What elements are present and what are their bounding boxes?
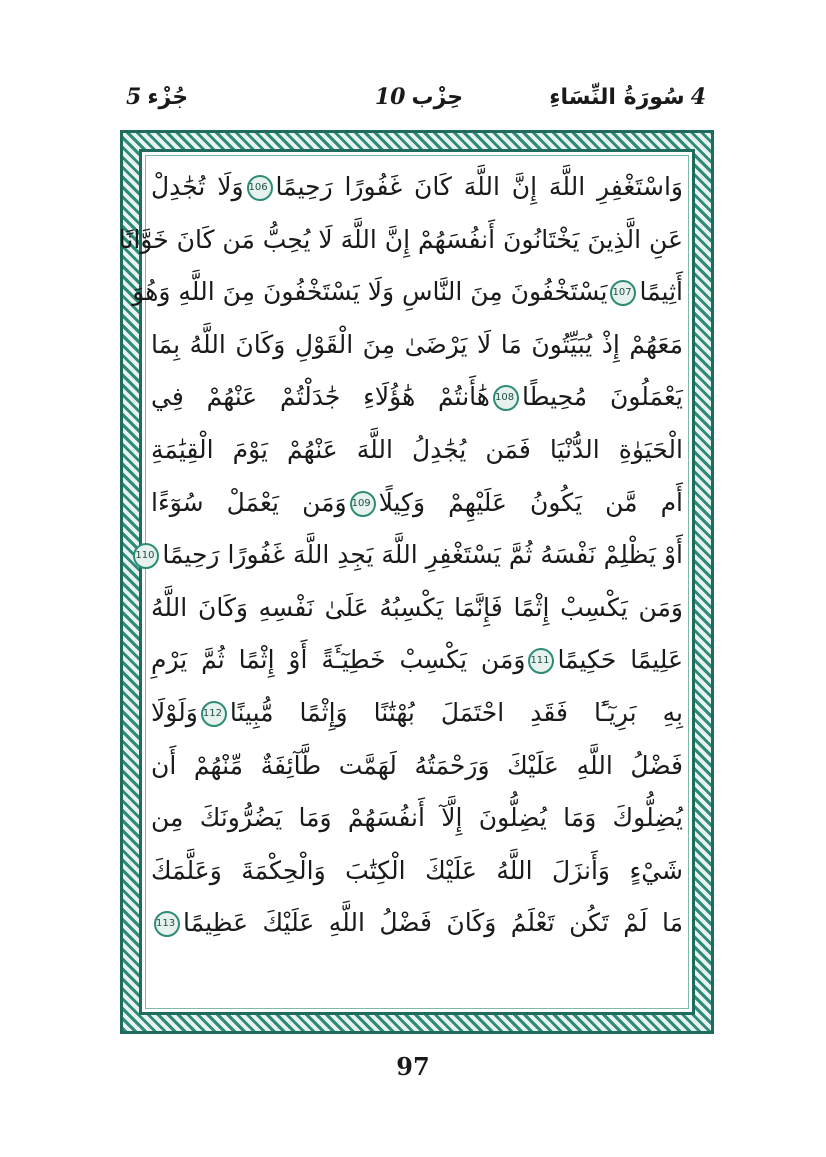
ayah-number-marker: 111 bbox=[528, 648, 554, 674]
ayah-number-marker: 110 bbox=[133, 543, 159, 569]
page-number: 97 bbox=[396, 1052, 430, 1081]
ayah-number-marker: 107 bbox=[610, 280, 636, 306]
verse-text: وَاسْتَغْفِرِ اللَّهَ إِنَّ اللَّهَ كَانَ غَفُورًا رَحِيمًا bbox=[275, 172, 683, 201]
verse-line bbox=[118, 214, 683, 267]
quran-text-area bbox=[118, 161, 684, 1003]
ayah-number-marker: 113 bbox=[154, 911, 180, 937]
verse-text-continuation: يَسْتَخْفُونَ مِنَ النَّاسِ وَلَا يَسْتَخْفُونَ مِنَ اللَّهِ وَهُوَ bbox=[132, 277, 608, 307]
verse-text-continuation: وَلَا تُجَٰدِلْ bbox=[151, 172, 244, 201]
verse-text: يُضِلُّوكَ وَمَا يُضِلُّونَ إِلَّآ أَنفُسَهُمْ وَمَا يَضُرُّونَكَ مِن bbox=[151, 803, 683, 833]
verse-text: مَعَهُمْ إِذْ يُبَيِّتُونَ مَا لَا يَرْضَىٰ مِنَ الْقَوْلِ وَكَانَ اللَّهُ بِمَا bbox=[151, 329, 683, 359]
page-header bbox=[120, 78, 712, 118]
verse-text: عَلِيمًا حَكِيمًا bbox=[557, 645, 683, 675]
surah-number: 4 bbox=[690, 84, 706, 110]
verse-line bbox=[151, 161, 683, 214]
verse-line bbox=[151, 582, 683, 635]
verse-text: أَم مَّن يَكُونُ عَلَيْهِمْ وَكِيلًا bbox=[378, 487, 684, 517]
ornamental-frame bbox=[120, 130, 714, 1034]
verse-text: وَمَن يَكْسِبْ إِثْمًا فَإِنَّمَا يَكْسِبُهُ عَلَىٰ نَفْسِهِ وَكَانَ اللَّهُ bbox=[151, 592, 683, 622]
verse-text: الْحَيَوٰةِ الدُّنْيَا فَمَن يُجَٰدِلُ اللَّهَ عَنْهُمْ يَوْمَ الْقِيَٰمَةِ bbox=[151, 434, 683, 464]
hizb-number: 10 bbox=[374, 84, 406, 110]
verse-line bbox=[151, 371, 683, 424]
juz-number: 5 bbox=[126, 84, 142, 110]
verse-line bbox=[132, 266, 683, 319]
surah-name: سُورَةُ النِّسَاءِ bbox=[549, 85, 685, 110]
verse-line bbox=[151, 845, 683, 898]
verse-line bbox=[151, 740, 683, 793]
verse-line bbox=[151, 477, 683, 530]
verse-line bbox=[151, 634, 683, 687]
verse-text: فَضْلُ اللَّهِ عَلَيْكَ وَرَحْمَتُهُ لَهَمَّت طَّآئِفَةٌ مِّنْهُمْ أَن bbox=[151, 750, 683, 780]
verse-text: أَوْ يَظْلِمْ نَفْسَهُ ثُمَّ يَسْتَغْفِرِ اللَّهَ يَجِدِ اللَّهَ غَفُورًا رَحِيمًا bbox=[162, 540, 683, 570]
ayah-number-marker: 106 bbox=[247, 175, 273, 201]
hizb-label: حِزْب bbox=[411, 85, 464, 110]
verse-line bbox=[151, 319, 683, 372]
verse-line bbox=[151, 687, 683, 740]
verse-text: بِهِ بَرِيٓـًٔا فَقَدِ احْتَمَلَ بُهْتَٰنًا وَإِثْمًا مُّبِينًا bbox=[229, 697, 683, 727]
verse-line bbox=[151, 424, 683, 477]
ayah-number-marker: 109 bbox=[350, 491, 376, 517]
juz-indicator bbox=[120, 84, 188, 110]
verse-text: شَيْءٍ وَأَنزَلَ اللَّهُ عَلَيْكَ الْكِتَٰبَ وَالْحِكْمَةَ وَعَلَّمَكَ bbox=[151, 855, 683, 885]
verse-text-continuation: وَمَن يَكْسِبْ خَطِيٓـَٔةً أَوْ إِثْمًا ثُمَّ يَرْمِ bbox=[151, 645, 526, 675]
verse-text: عَنِ الَّذِينَ يَخْتَانُونَ أَنفُسَهُمْ إِنَّ اللَّهَ لَا يُحِبُّ مَن كَانَ خَوَّانًا bbox=[118, 224, 683, 254]
verse-line bbox=[135, 529, 683, 582]
hizb-indicator bbox=[369, 84, 463, 110]
juz-label: جُزْء bbox=[147, 85, 189, 110]
verse-line bbox=[151, 792, 683, 845]
verse-line bbox=[151, 897, 683, 950]
verse-text: أَثِيمًا bbox=[639, 277, 683, 307]
verse-text: مَا لَمْ تَكُن تَعْلَمُ وَكَانَ فَضْلُ اللَّهِ عَلَيْكَ عَظِيمًا bbox=[183, 908, 683, 938]
verse-text-continuation: هَٰأَنتُمْ هَٰؤُلَاءِ جَٰدَلْتُمْ عَنْهُمْ فِي bbox=[151, 382, 490, 412]
verse-text: يَعْمَلُونَ مُحِيطًا bbox=[521, 382, 683, 412]
surah-title bbox=[549, 84, 712, 110]
verse-text-continuation: وَلَوْلَا bbox=[151, 697, 198, 727]
verse-text-continuation: وَمَن يَعْمَلْ سُوٓءًا bbox=[151, 487, 347, 517]
ayah-number-marker: 112 bbox=[201, 701, 227, 727]
ayah-number-marker: 108 bbox=[493, 385, 519, 411]
